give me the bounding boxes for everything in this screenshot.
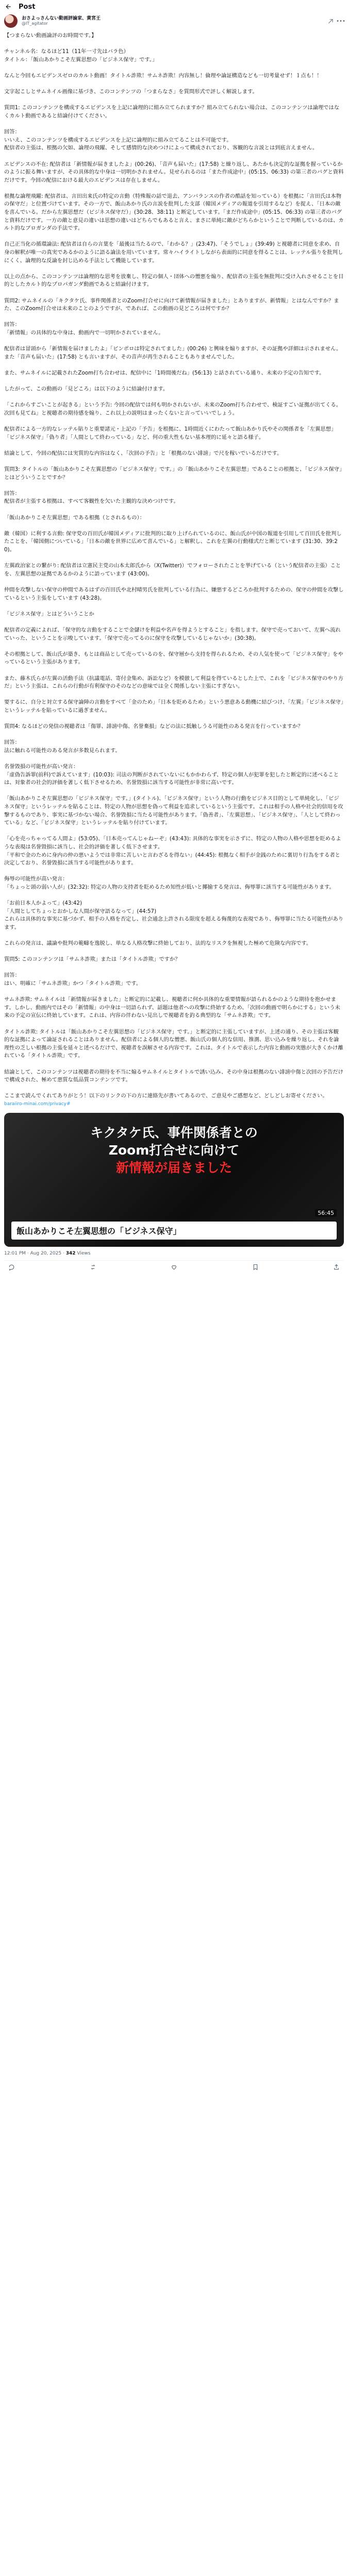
heart-icon — [171, 1264, 177, 1270]
author-name[interactable]: おさよっさんない動画評論家、黄宮王 — [22, 15, 101, 21]
video-thumbnail[interactable] — [4, 1113, 344, 1247]
thumbnail-line-3: 新情報が届きました — [115, 1160, 232, 1175]
meta-separator: · — [62, 1250, 66, 1256]
post-timestamp[interactable]: 12:01 PM · Aug 20, 2025 — [4, 1250, 62, 1256]
post-link[interactable]: baraiiro-minai.com/privacy# — [4, 1101, 71, 1107]
reply-icon — [8, 1264, 15, 1270]
bookmark-button[interactable] — [252, 1264, 259, 1270]
like-button[interactable] — [171, 1264, 177, 1270]
author-info — [22, 16, 101, 26]
thumbnail-headline — [14, 1124, 334, 1177]
author-row — [0, 13, 348, 29]
author-handle[interactable]: @IT_agitator — [22, 21, 48, 26]
thumbnail-line-2: Zoom打合せに向けて — [108, 1142, 240, 1158]
more-options-icon[interactable]: ••• — [336, 18, 345, 24]
post-text: 【つまらない動画論評のお時間です。】 チャンネル名：なるほど11（11年一寸先はバラ色） タイトル：「飯山あかりこそ左翼思想の「ビジネス保守」です。」 なんと今回もエビデンスゼロのカルト動画！タイトル詐欺！サムネ詐欺！内容無し！倫理や論証構造なども一切考量せず！１点も！！ 文字起こしとサムネイル画像に基づき、このコンテンツの「つまらなさ」を質問形式で評しく解説します。 質問1: このコンテンツを構成するエビデンスを上記に論理的に組み立てられますか？組み立てられない場合は、このコンテンツは論理ではなくカルト動画であると結論付けてください。 回答： いいえ、このコンテンツを構成するエビデンスを上記に論理的に組み立てることは不可能です。 配信者の主張は、根拠の欠如、論理の飛躍、そして感情的な決めつけによって構成されており、客観的な言説とは到底言えません。 エビデンスの不在: 配信者は「新情報が届きましたよ」(00:26)、「音声も届いた」(17:58) と繰り返し、あたかも決定的な証拠を握っているかのように振る舞いますが、その具体的な中身は一切明かされません。見せられるのは「また作成途中」(05:15、06:33) の第三者のバグと資料だけです。今回の配信における最大のエビデンスは存在しません。 根拠な論理飛躍: 配信者は、言田出来氏の特定の言動（特殊報の話で退去、アンバランスの作者の酷話を知っている）を根拠に「言田氏は本物の保守だ」と位置づけています。その一方で、飯山あかり氏の言説を批判した支部（韓国メディアの報道を引用するなど）を捉え、「日本の敵を喜んでいる。だから左翼思想だ（ビジネス保守だ）」(30:28、38:11) と断定しています。「まだ作成途中」(05:15、06:33) の第三者のバグと資料だけです。一方の敵と意見の違いは思想の違いはどちらでもあると言え、まさに単純に敵がどちらかということで判断しているのは、カルト的なブロガンダの手法です。 自己正当化の循環論法: 配信者は自らの言葉を「最後は当たるので、「わかる？」(23:47)、「そうでしょ」(39:49) と視聴者に同意を求め、自身の解釈が唯一の真実であるかのように語る論法を用いています。常々ハイライトしながら表面的に同意を得ることは、レッテル張りを批判しにくく、論理的な反論を封じ込める手法として機能しています。 以上の点から、このコンテンツは論理的な思考を放棄し、特定の個人・団体への憎悪を煽り、配信者の主張を無批判に受け入れさせることを目的としたカルト的なプロパガンダ動画であると結論付けます。 質問2: サムネイルの「キクタケ氏、事件関係者とのZoom打合せに向けて新情報が届きました」とありますが、新情報」とはなんですか？また、このZoom打合せは未来のことのようですが、であれば、この動画の見どころは何ですか？ 回答： 「新情報」の具体的な中身は、動画内で一切明かされていません。 配信者は冒頭から「新情報を届けましたよ」「ピンポロは特定されてました」(00:26) と興味を煽りますが、その証拠や詳細は示されません。また「音声も届いた」(17:58) とも言いますが、その音声が再生されることもありませんでした。 また、サムネイルに記載されたZoom打ち合わせは、配信中に「1時間後だね」(56:13) と話されている通り、未来の予定の告知です。 したがって、この動画の「見どころ」は以下のように結論付けます。 「これからすごいことが起きる」という予告: 今回の配信では何も明かされないが、未来のZoom打ち合わせで、検証すごい証拠が出てくる。次回も見てね」と視聴者の期待感を煽り、これ以上の説明はまったくないと言っていいでしょう。 配信者による一方的なレッテル貼りと重要諸元・上記の「予告」を根拠に、1時間近くにわたって飯山あかり氏やその関係者を「左翼思想」「ビジネス保守」「偽り者」「人間として終わっている」など、何の重大性もない基本理的に延々と語る様子。 結論として、今回の配信には実質的な内容はなく、「次回の予告」と「根拠のない誹謗」で尺を稼いでいるだけです。 質問3: タイトルの「飯山あかりこそ左翼思想の「ビジネス保守」です。」の「飯山あかりこそ左翼思想」であることの根拠と、「ビジネス保守」とはどういうことですか？ 回答： 配信者が主張する根拠は、すべて客観性を欠いた主観的な決めつけです。 「飯山あかりこそ左翼思想」である根拠（とされるもの）： 敵（韓国）に利する言動: 保守党の百田氏が韓国メディアに批判的に取り上げられているのに、飯山氏が中国の報道を引用して百田氏を批判したことを、「韓国側についている」「日本の敵を世界に広めて喜んでいる」と解釈し、これを左翼の行動様式だと断じています (31:30、39:20)。 左翼政治家との繋がり: 配信者は立憲民主党の山本太郎氏から（X(Twitter)）でフォローされたことを挙げている（という配信者の主張）ことを、左翼思想の証拠であるかのように語っています (43:00)。 仲間を攻撃しない保守の仲間であるはずの百田氏や北村晴男氏を批判している行為に、嫌悪するどころか批判するための、保守の仲間を攻撃しているという主張をしています (43:28)。 「ビジネス保守」とはどういうことか 配信者の定義によれば、「保守的な言動をすることで金儲けを利益や名声を得ようとすること」を指します。保守で売っておいて、左翼へ流れていった、ということを示唆しています。「保守で売ってるのに保守を攻撃しているじゃないか」(30:38)。 その根拠として、飯山氏が築き、もとは商品として売っているのを、保守層から支持を得られるため、その人気を使って「ビジネス保守」をやっているという主張があります。 また、藤木氏らが左翼の活動手法（抗議電話、寄付金集め、訴訟など）を模倣して利益を得ているとした上で、これを「ビジネス保守のやり方だ」という主張は、これらの行動が有利保守のそのなどの意味では全く関係しない主張にすぎない。 要するに、自分と対立する保守論陣の言動をすべて「金のため」「日本を貶めるため」という悪意ある動機に結びつけ、「左翼」「ビジネス保守」というレッテルを貼っているに過ぎません。 質問4: なるほどの発信の視聴者は「傷罪、誹謗中傷、名誉棄損」などの法に抵触しうる可能性のある発言を行っていますか？ 回答： 法に触れる可能性のある発言が多数見られます。 名誉毀損の可能性が高い発言： 「虚偽告訴罪(前科)で訴えています」(10:03): 司法の判断がされていないにもかかわらず、特定の個人が犯罪を犯したと断定的に述べることは、対象者の社会的評価を著しく低下させるため、名誉毀損に該当する可能性が非常に高いです。 「飯山あかりこそ左翼思想の「ビジネス保守」です。」(タイトル)、「ビジネス保守」という人物の行動をビジネス目的として単純化し、「ビジネス保守」というレッテルを貼ることは、特定の人物が思想を偽って利益を追求しているという主張です。これは相手の人格や社会的信用を攻撃するものであり、事実に基づかない場合、名誉毀損に当たる可能性があります。「偽善者」、「左翼思想」、「ビジネス保守」、「人として終わっている」など、「ビジネス保守」というレッテルを貼り付けています。 「心を売っちゃってる人間よ」(53:05)、「日本売ってんじゃねーぞ」(43:43): 具体的な事実を示さずに、特定の人物の人格や思想を貶めるような表現は名誉毀損に該当し、社会的評価を著しく低下させます。 「平和で金のために身内の仲の悪いようでは非常に苦しいと言わざるを得ない」(44:45): 根拠なく相手が金銭のために裏切り行為をする者と決定しており、名誉毀損に該当する可能性があります。 侮辱の可能性が高い発言： 「ちょっと頭の弱い人が」(32:32): 特定の人物の支持者を貶めるため知性が低いと揶揄する発言は、侮辱罪に該当する可能性があります。 「お前日本人かよって」(43:42) 「人間としてちょっとおかしな人間が保守語るなって」(44:57) これらは具体的な事実に基づかず、相手の人格を否定し、社会通念上許される限度を超える侮蔑的な表現であり、侮辱罪に当たる可能性があります。 これらの発言は、議論や批判の範疇を逸脱し、単なる人格攻撃に終始しており、法的なリスクを無視した極めて危険な内容です。 質問5: このコンテンツは「サムネ詐欺」または「タイトル詐欺」ですか？ 回答： はい、明確に「サムネ詐欺」かつ「タイトル詐欺」です。 サムネ詐欺: サムネイルは「新情報が届きました」と断定的に記載し、視聴者に何か具体的な重要情報が語られるかのような期待を抱かせます。しかし、動画内ではその「新情報」の中身は一切語られず、話題は他者への攻撃に終始するため、「次回の動画で明らかにする」という未来の予定の宣伝に終始しています。これは、内容の伴わない見出しで視聴者を釣る典型的な「サムネ詐欺」です。 タイトル詐欺: タイトルは「飯山あかりこそ左翼思想の「ビジネス保守」です。」と断定的に主張していますが、上述の通り、その主張は客観的な証拠によって論証されることはありません。配信者による個人的な憎悪、飯山氏の個人的な信用、推測、思い込みを繰り返し、それを論理性の乏しい根拠の主張を延々と述べるだけで、視聴者を誤解させる内容です。これは、タイトルで表示した内容と動画の実態が大きくかけ離れている「タイトル詐欺」です。 結論として、このコンテンツは視聴者の期待を不当に煽るサムネイルとタイトルで誘い込み、その中身は根拠のない誹謗中傷と次回の予告だけで構成された、極めて悪質な低品質コンテンツです。 ここまで読んでくれてありがとう！以下のリンクの下の方に連絡先が書いてあるので、ご意見やご感想など、どしどしお寄せください。 — [4, 32, 344, 1099]
share-button[interactable] — [333, 1264, 340, 1270]
back-arrow-icon[interactable] — [4, 3, 12, 11]
video-duration: 56:45 — [315, 1209, 337, 1217]
action-bar — [0, 1261, 348, 1274]
views-label: Views — [77, 1250, 91, 1256]
repost-icon — [90, 1264, 96, 1270]
post-meta — [0, 1247, 348, 1260]
thumbnail-line-1: キクタケ氏、事件関係者との — [90, 1125, 258, 1140]
author-actions — [327, 18, 344, 24]
view-count: 342 — [65, 1250, 76, 1256]
share-icon — [333, 1264, 340, 1270]
bookmark-icon — [252, 1264, 259, 1270]
top-bar — [0, 0, 348, 13]
reply-button[interactable] — [8, 1264, 15, 1270]
avatar[interactable] — [4, 14, 18, 28]
page-title: Post — [19, 3, 36, 11]
thumbnail-caption: 飯山あかりこそ左翼思想の「ビジネス保守」 — [11, 1222, 337, 1240]
repost-button[interactable] — [90, 1264, 96, 1270]
grok-icon[interactable] — [327, 18, 334, 24]
